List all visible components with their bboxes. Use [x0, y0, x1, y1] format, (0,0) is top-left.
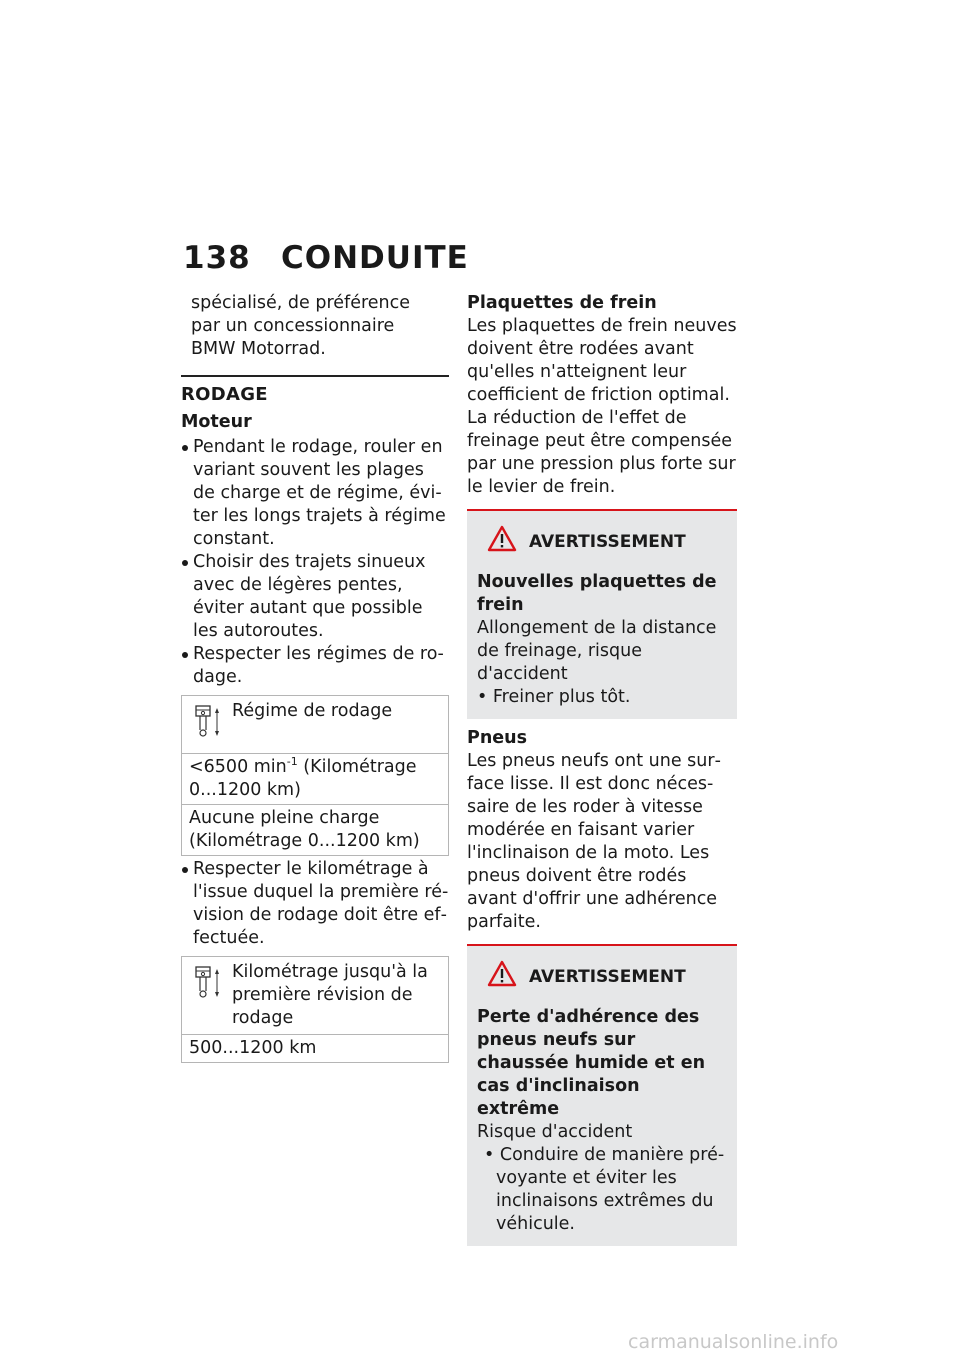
- spec-row: [182, 754, 448, 805]
- warning-header: [487, 960, 727, 994]
- spec-header: [182, 957, 448, 1035]
- warning-label: AVERTISSEMENT: [529, 531, 686, 552]
- section-title-rodage: RODAGE: [181, 384, 268, 405]
- spec-header: [182, 696, 448, 754]
- warning-triangle-icon: [487, 525, 517, 559]
- chapter-title: CONDUITE: [281, 240, 469, 276]
- intro-text: [181, 292, 449, 361]
- spec-table-kilometrage: [181, 956, 449, 1063]
- warning-box: [467, 509, 737, 719]
- spec-row: Aucune pleine charge (Kilométrage 0...1200 km): [189, 808, 420, 851]
- subsection-title-moteur: Moteur: [181, 412, 252, 432]
- list-item: Choisir des trajets sinueux avec de légères pentes, éviter autant que possible les autoroutes.: [181, 551, 449, 643]
- subsection-title-brakes: Plaquettes de frein: [467, 293, 657, 313]
- intro-line: par un concessionnaire: [191, 316, 395, 336]
- brakes-paragraph: Les plaquettes de frein neuves doivent être rodées avant qu'elles n'atteignent leur coefficient de friction optimal. La réduction de l'effet de freinage peut être compensée par une pression plus forte sur le levier de frein.: [467, 316, 737, 497]
- spec-label: Kilométrage jusqu'à la première révision de rodage: [232, 962, 428, 1028]
- site-watermark: carmanualsonline.info: [628, 1331, 839, 1353]
- list-item: Pendant le rodage, rouler en variant souvent les plages de charge et de régime, éviter les longs trajets à régime constant.: [181, 436, 449, 551]
- right-column: [467, 292, 737, 1246]
- warning-text: Allongement de la distance de freinage, risque d'accident: [477, 618, 717, 684]
- warning-text: Risque d'accident: [477, 1122, 633, 1142]
- warning-triangle-icon: [487, 960, 517, 994]
- spec-value-detail: (Kilométrage 0...1200 km): [189, 757, 417, 800]
- warning-action: • Conduire de manière prévoyante et éviter les inclinaisons extrêmes du véhicule.: [484, 1145, 725, 1234]
- page-header: [183, 240, 469, 276]
- warning-title: Perte d'adhérence des pneus neufs sur chaussée humide et en cas d'inclinaison extrême: [477, 1007, 706, 1119]
- bullet-list: [181, 858, 449, 950]
- spec-label: Régime de rodage: [232, 701, 393, 721]
- tires-paragraph: Les pneus neufs ont une surface lisse. Il est donc nécessaire de les roder à vitesse modérée en faisant varier l'inclinaison de la moto. Les pneus doivent être rodés avant d'offrir une adhérence parfaite.: [467, 751, 721, 932]
- left-column: [181, 292, 449, 1065]
- list-item: Respecter les régimes de rodage.: [181, 643, 449, 689]
- spec-table-regime: [181, 695, 449, 856]
- warning-title: Nouvelles plaquettes de frein: [477, 572, 717, 615]
- spec-row: 500...1200 km: [189, 1038, 317, 1058]
- spec-unit-exponent: -1: [286, 755, 298, 769]
- intro-line: spécialisé, de préférence: [191, 293, 411, 313]
- warning-action: • Freiner plus tôt.: [477, 687, 631, 707]
- spec-value: <6500 min: [189, 757, 287, 777]
- section-divider: [181, 375, 449, 434]
- warning-label: AVERTISSEMENT: [529, 966, 686, 987]
- engine-piston-icon: [192, 704, 222, 745]
- intro-line: BMW Motorrad.: [191, 339, 326, 359]
- page-number: 138: [183, 240, 251, 276]
- bullet-list: [181, 436, 449, 689]
- warning-header: [487, 525, 727, 559]
- list-item: Respecter le kilométrage à l'issue duquel la première révision de rodage doit être effectuée.: [181, 858, 449, 950]
- warning-box: [467, 944, 737, 1246]
- engine-piston-icon: [192, 965, 222, 1006]
- subsection-title-tires: Pneus: [467, 728, 528, 748]
